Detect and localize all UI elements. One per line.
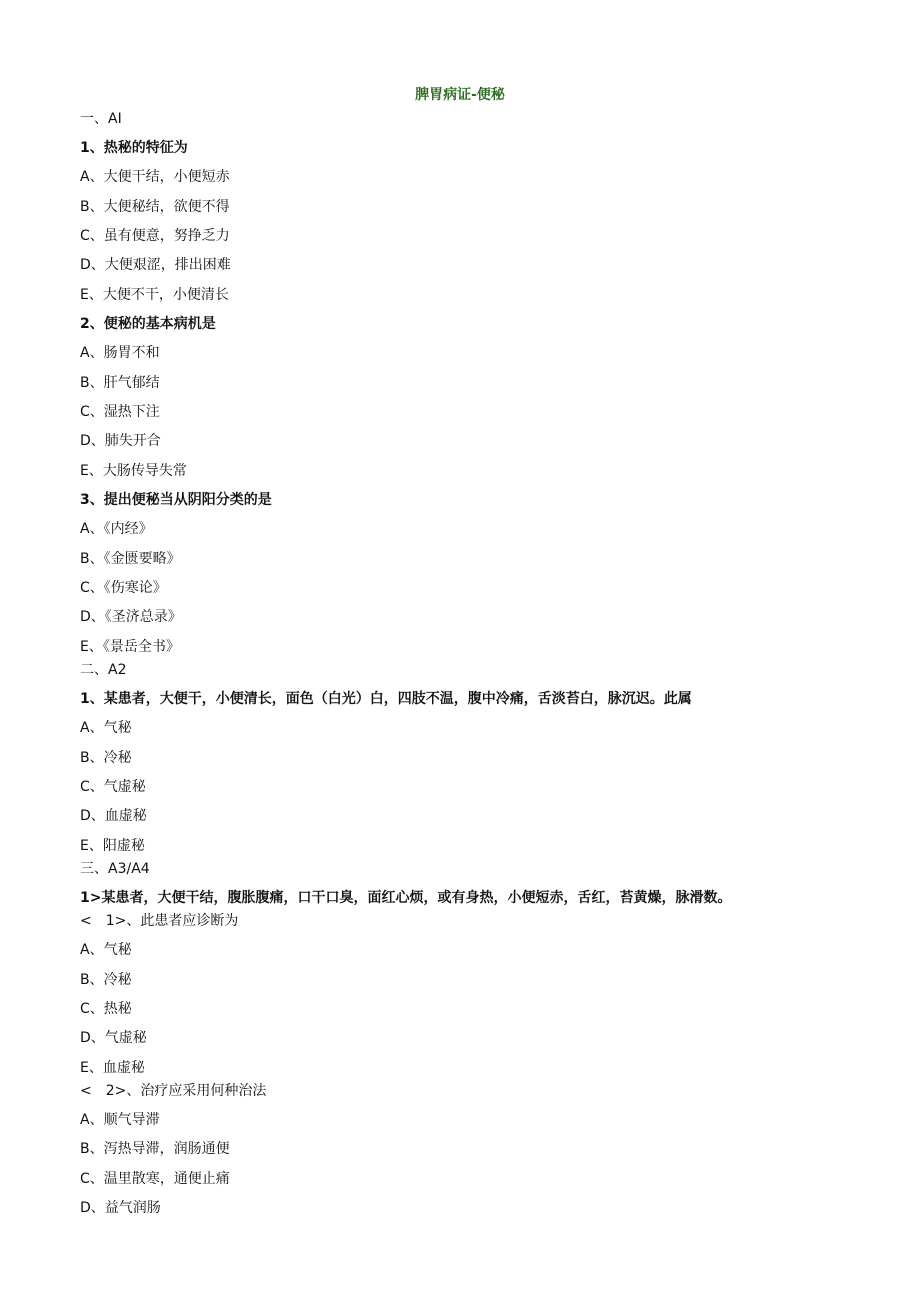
- section-heading-a1: 一、AI: [80, 111, 122, 127]
- option-e: E、大便不干，小便清长: [80, 287, 229, 303]
- option-d: D、《圣济总录》: [80, 609, 182, 625]
- option-c: C、《伤寒论》: [80, 580, 167, 596]
- option-b: B、肝气郁结: [80, 375, 160, 391]
- option-a: A、《内经》: [80, 521, 153, 537]
- case-description: 1>某患者，大便干结，腹胀腹痛，口干口臭，面红心烦，或有身热，小便短赤，舌红，苔黄燥，脉滑数。: [80, 890, 732, 906]
- option-c: C、热秘: [80, 1001, 132, 1017]
- option-d: D、血虚秘: [80, 808, 147, 824]
- option-d: D、益气润肠: [80, 1200, 161, 1216]
- option-d: D、肺失开合: [80, 433, 161, 449]
- section-heading-a2: 二、A2: [80, 662, 127, 678]
- option-e: E、大肠传导失常: [80, 463, 187, 479]
- option-b: B、冷秘: [80, 972, 132, 988]
- option-d: D、大便艰涩，排出困难: [80, 257, 231, 273]
- option-c: C、虽有便意，努挣乏力: [80, 228, 230, 244]
- option-a: A、肠胃不和: [80, 345, 160, 361]
- option-c: C、气虚秘: [80, 779, 146, 795]
- option-b: B、大便秘结，欲便不得: [80, 199, 230, 215]
- option-c: C、温里散寒，通便止痛: [80, 1171, 230, 1187]
- option-d: D、气虚秘: [80, 1030, 147, 1046]
- section-heading-a3: 三、A3/A4: [80, 861, 150, 877]
- option-e: E、血虚秘: [80, 1060, 145, 1076]
- option-b: B、《金匮要略》: [80, 551, 181, 567]
- option-b: B、冷秘: [80, 750, 132, 766]
- option-a: A、大便干结，小便短赤: [80, 169, 230, 185]
- question-stem: 3、提出便秘当从阴阳分类的是: [80, 492, 272, 508]
- option-a: A、气秘: [80, 942, 132, 958]
- option-a: A、气秘: [80, 720, 132, 736]
- sub-question-stem: < 1>、此患者应诊断为: [80, 913, 239, 929]
- page-title: 脾胃病证-便秘: [415, 87, 505, 103]
- option-a: A、顺气导滞: [80, 1112, 160, 1128]
- option-e: E、《景岳全书》: [80, 639, 180, 655]
- option-e: E、阳虚秘: [80, 838, 145, 854]
- option-b: B、泻热导滞，润肠通便: [80, 1141, 230, 1157]
- question-stem: 2、便秘的基本病机是: [80, 316, 216, 332]
- option-c: C、湿热下注: [80, 404, 160, 420]
- sub-question-stem: < 2>、治疗应采用何种治法: [80, 1083, 267, 1099]
- question-stem: 1、热秘的特征为: [80, 140, 188, 156]
- question-stem: 1、某患者，大便干，小便清长，面色（白光）白，四肢不温，腹中冷痛，舌淡苔白，脉沉迟。此属: [80, 691, 692, 707]
